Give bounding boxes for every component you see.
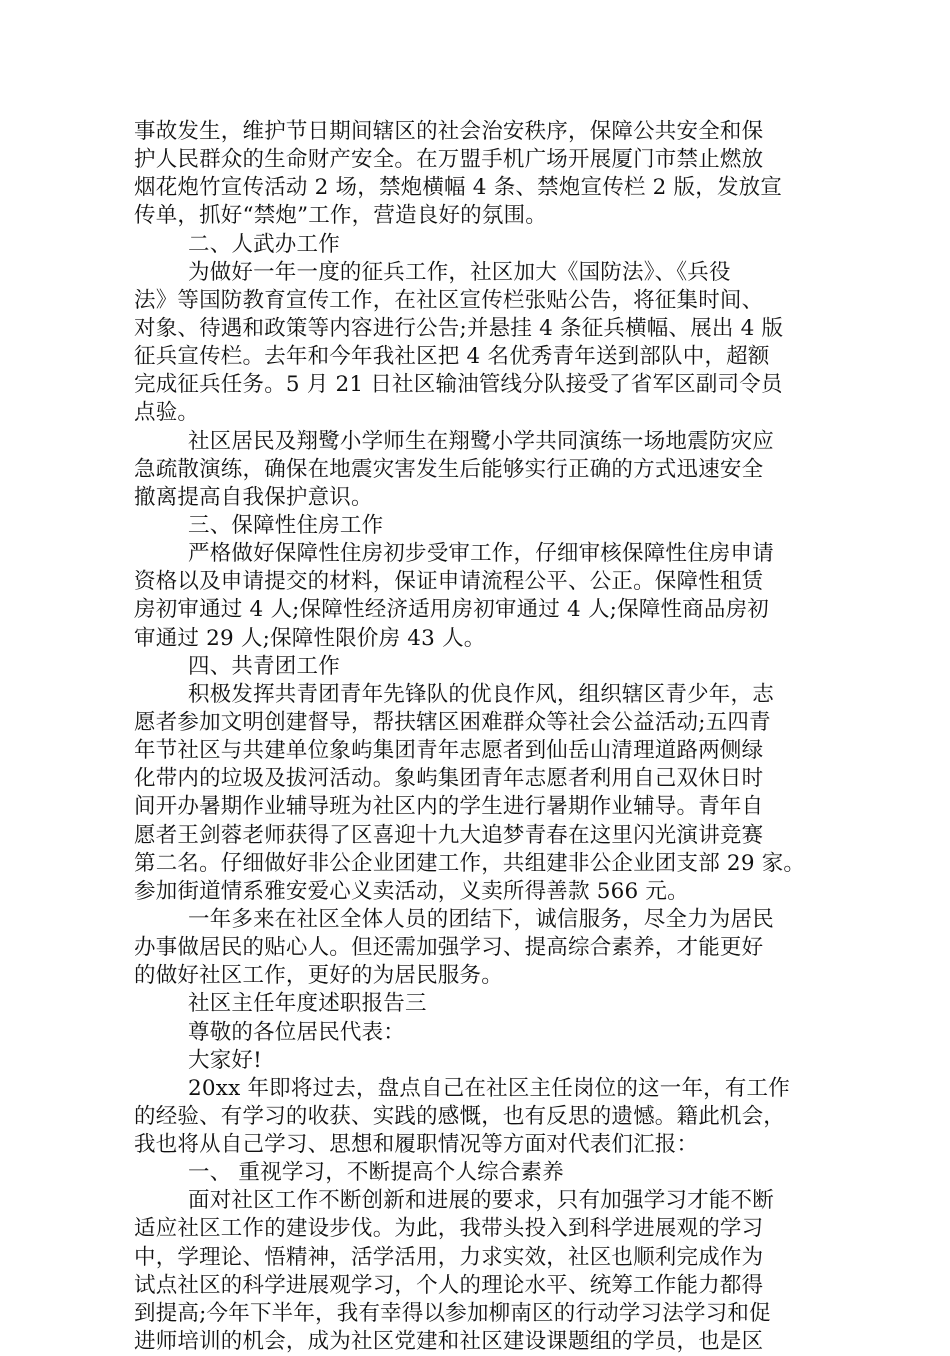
text-line: 审通过 29 人;保障性限价房 43 人。 <box>134 625 486 651</box>
text-line: 护人民群众的生命财产安全。在万盟手机广场开展厦门市禁止燃放 <box>134 147 764 173</box>
text-line: 烟花炮竹宣传活动 2 场，禁炮横幅 4 条、禁炮宣传栏 2 版，发放宣 <box>134 175 783 201</box>
text-line: 社区居民及翔鹭小学师生在翔鹭小学共同演练一场地震防灾应 <box>188 428 774 454</box>
text-line: 愿者参加文明创建督导，帮扶辖区困难群众等社会公益活动;五四青 <box>134 709 771 735</box>
text-line: 一年多来在社区全体人员的团结下，诚信服务，尽全力为居民 <box>188 906 774 932</box>
text-line: 大家好! <box>188 1047 262 1073</box>
text-line: 征兵宣传栏。去年和今年我社区把 4 名优秀青年送到部队中，超额 <box>134 344 770 370</box>
text-line: 适应社区工作的建设步伐。为此，我带头投入到科学进展观的学习 <box>134 1216 764 1242</box>
text-line: 化带内的垃圾及拔河活动。象屿集团青年志愿者利用自己双休日时 <box>134 766 764 792</box>
text-line: 试点社区的科学进展观学习，个人的理论水平、统筹工作能力都得 <box>134 1272 764 1298</box>
text-line: 我也将从自己学习、思想和履职情况等方面对代表们汇报： <box>134 1132 699 1158</box>
text-line: 资格以及申请提交的材料，保证申请流程公平、公正。保障性租赁 <box>134 569 764 595</box>
text-line: 办事做居民的贴心人。但还需加强学习、提高综合素养，才能更好 <box>134 935 764 961</box>
text-line: 社区主任年度述职报告三 <box>188 991 427 1017</box>
text-line: 到提高;今年下半年，我有幸得以参加柳南区的行动学习法学习和促 <box>134 1300 771 1326</box>
text-line: 的经验、有学习的收获、实践的感慨，也有反思的遗憾。籍此机会， <box>134 1103 786 1129</box>
text-line: 愿者王剑蓉老师获得了区喜迎十九大追梦青春在这里闪光演讲竞赛 <box>134 822 764 848</box>
text-line: 尊敬的各位居民代表： <box>188 1019 406 1045</box>
text-line: 四、共青团工作 <box>188 653 340 679</box>
text-line: 中，学理论、悟精神，活学活用，力求实效，社区也顺利完成作为 <box>134 1244 764 1270</box>
text-line: 积极发挥共青团青年先锋队的优良作风，组织辖区青少年，志 <box>188 681 774 707</box>
text-line: 参加街道情系雅安爱心义卖活动，义卖所得善款 566 元。 <box>134 878 689 904</box>
text-line: 点验。 <box>134 400 200 426</box>
text-line: 面对社区工作不断创新和进展的要求，只有加强学习才能不断 <box>188 1188 774 1214</box>
text-line: 三、保障性住房工作 <box>188 512 384 538</box>
text-line: 一、 重视学习，不断提高个人综合素养 <box>188 1160 564 1186</box>
text-line: 进师培训的机会，成为社区党建和社区建设课题组的学员，也是区 <box>134 1329 764 1355</box>
text-line: 20xx 年即将过去，盘点自己在社区主任岗位的这一年，有工作 <box>188 1075 790 1101</box>
text-line: 为做好一年一度的征兵工作，社区加大《国防法》、《兵役 <box>188 259 731 285</box>
text-line: 间开办暑期作业辅导班为社区内的学生进行暑期作业辅导。青年自 <box>134 794 764 820</box>
text-line: 对象、待遇和政策等内容进行公告;并悬挂 4 条征兵横幅、展出 4 版 <box>134 315 784 341</box>
text-line: 急疏散演练，确保在地震灾害发生后能够实行正确的方式迅速安全 <box>134 456 764 482</box>
text-line: 房初审通过 4 人;保障性经济适用房初审通过 4 人;保障性商品房初 <box>134 597 769 623</box>
text-line: 完成征兵任务。5 月 21 日社区输油管线分队接受了省军区副司令员 <box>134 372 783 398</box>
text-line: 严格做好保障性住房初步受审工作，仔细审核保障性住房申请 <box>188 541 774 567</box>
text-line: 法》等国防教育宣传工作，在社区宣传栏张贴公告，将征集时间、 <box>134 287 764 313</box>
text-line: 第二名。仔细做好非公企业团建工作，共组建非公企业团支部 29 家。 <box>134 850 806 876</box>
text-line: 事故发生，维护节日期间辖区的社会治安秩序，保障公共安全和保 <box>134 119 764 144</box>
text-line: 的做好社区工作，更好的为居民服务。 <box>134 963 503 989</box>
document-body <box>134 118 822 1356</box>
text-line: 传单，抓好“禁炮”工作，营造良好的氛围。 <box>134 203 547 229</box>
text-line: 撤离提高自我保护意识。 <box>134 484 373 510</box>
text-line: 二、人武办工作 <box>188 231 340 257</box>
text-line: 年节社区与共建单位象屿集团青年志愿者到仙岳山清理道路两侧绿 <box>134 738 764 764</box>
